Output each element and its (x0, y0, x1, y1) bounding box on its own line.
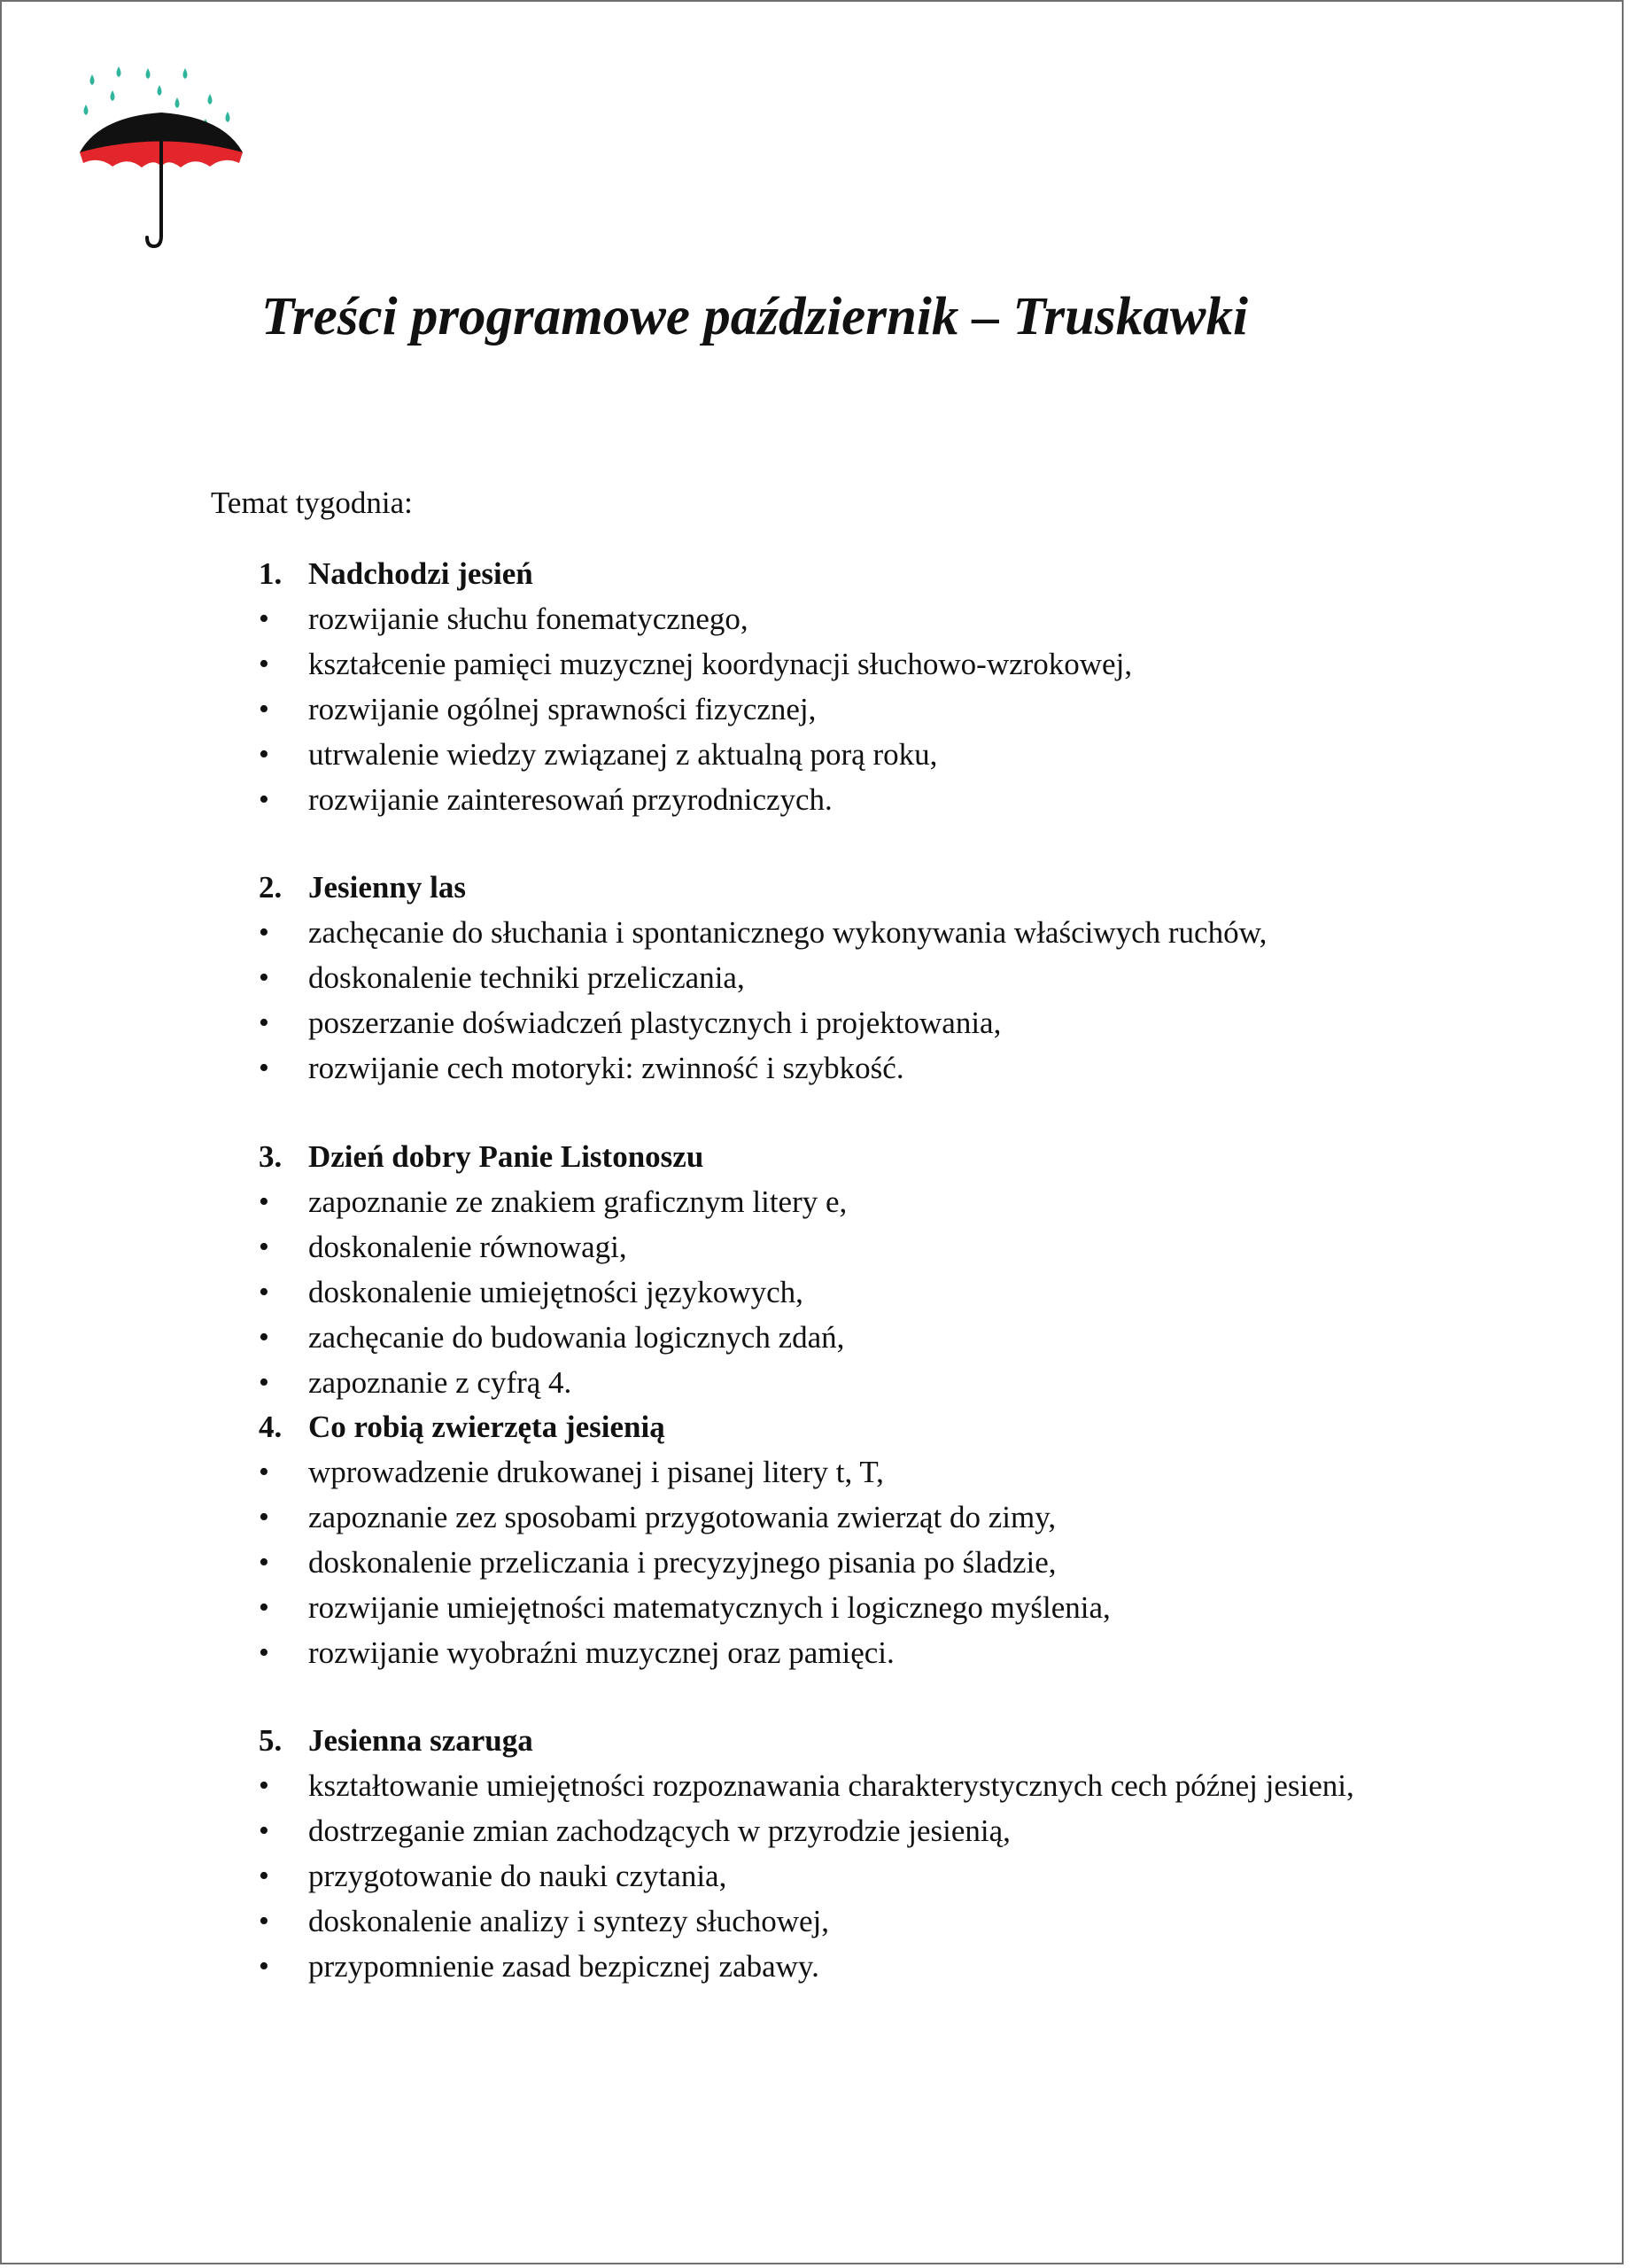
goal-text: dostrzeganie zmian zachodzących w przyrodzie jesienią, (308, 1814, 1011, 1848)
goal-text: doskonalenie techniki przeliczania, (308, 960, 745, 995)
goal-text: doskonalenie analizy i syntezy słuchowej, (308, 1904, 830, 1938)
list-item (259, 1808, 1428, 1853)
week-heading (259, 1404, 1428, 1449)
list-item (259, 1315, 1428, 1360)
week-section-5 (259, 1718, 1428, 1989)
week-section-4 (259, 1404, 1428, 1675)
bullet-icon: • (259, 648, 269, 680)
list-item (259, 910, 1428, 955)
week-section-2 (259, 865, 1428, 1091)
goal-text: rozwijanie słuchu fonematycznego, (308, 602, 748, 636)
list-item (259, 732, 1428, 777)
week-title: Dzień dobry Panie Listonoszu (308, 1139, 704, 1174)
list-item (259, 1360, 1428, 1405)
list-item (259, 641, 1428, 687)
week-title: Nadchodzi jesień (308, 556, 533, 591)
week-section-3 (259, 1134, 1428, 1405)
bullet-icon: • (259, 1769, 269, 1802)
bullet-icon: • (259, 1950, 269, 1983)
bullet-icon: • (259, 602, 269, 635)
week-number: 1. (259, 556, 283, 591)
goal-text: doskonalenie przeliczania i precyzyjnego pisania po śladzie, (308, 1545, 1057, 1580)
goal-text: rozwijanie ogólnej sprawności fizycznej, (308, 692, 817, 726)
goal-text: przygotowanie do nauki czytania, (308, 1859, 727, 1893)
bullet-icon: • (259, 1052, 269, 1084)
list-item (259, 777, 1428, 822)
bullet-icon: • (259, 1905, 269, 1938)
bullet-icon: • (259, 783, 269, 816)
list-item (259, 1179, 1428, 1224)
week-heading (259, 865, 1428, 910)
week-heading (259, 551, 1428, 596)
goal-text: doskonalenie umiejętności językowych, (308, 1275, 803, 1309)
goal-text: rozwijanie zainteresowań przyrodniczych. (308, 782, 833, 817)
week-title: Co robią zwierzęta jesienią (308, 1410, 665, 1444)
goal-text: zapoznanie zez sposobami przygotowania zwierząt do zimy, (308, 1500, 1057, 1534)
goal-text: zachęcanie do słuchania i spontanicznego wykonywania właściwych ruchów, (308, 915, 1268, 950)
week-number: 5. (259, 1723, 283, 1758)
week-number: 3. (259, 1139, 283, 1174)
goal-text: doskonalenie równowagi, (308, 1230, 627, 1264)
bullet-icon: • (259, 1366, 269, 1399)
week-topic-label: Temat tygodnia: (211, 485, 413, 520)
goal-text: zapoznanie z cyfrą 4. (308, 1365, 572, 1400)
bullet-icon: • (259, 961, 269, 994)
week-title: Jesienna szaruga (308, 1723, 533, 1758)
week-heading (259, 1718, 1428, 1763)
goal-text: rozwijanie wyobraźni muzycznej oraz pamięci. (308, 1635, 895, 1670)
bullet-icon: • (259, 1456, 269, 1488)
umbrella-with-raindrops-icon (73, 64, 250, 254)
bullet-icon: • (259, 1814, 269, 1847)
list-item (259, 1763, 1428, 1808)
bullet-icon: • (259, 1321, 269, 1354)
bullet-icon: • (259, 1185, 269, 1218)
list-item (259, 1224, 1428, 1270)
goal-text: rozwijanie cech motoryki: zwinność i szybkość. (308, 1051, 904, 1085)
list-item (259, 596, 1428, 641)
bullet-icon: • (259, 916, 269, 949)
goal-text: zapoznanie ze znakiem graficznym litery e, (308, 1184, 848, 1219)
goal-text: zachęcanie do budowania logicznych zdań, (308, 1320, 845, 1355)
goal-text: rozwijanie umiejętności matematycznych i logicznego myślenia, (308, 1590, 1111, 1625)
list-item (259, 1899, 1428, 1944)
list-item (259, 1540, 1428, 1585)
list-item (259, 687, 1428, 732)
page-title: Treści programowe październik – Truskawki (261, 287, 1248, 346)
bullet-icon: • (259, 1546, 269, 1579)
list-item (259, 1000, 1428, 1045)
bullet-icon: • (259, 1860, 269, 1892)
week-heading (259, 1134, 1428, 1179)
goal-text: kształcenie pamięci muzycznej koordynacji słuchowo-wzrokowej, (308, 647, 1133, 681)
list-item (259, 1449, 1428, 1495)
goal-text: kształtowanie umiejętności rozpoznawania charakterystycznych cech późnej jesieni, (308, 1768, 1354, 1803)
bullet-icon: • (259, 1501, 269, 1534)
list-item (259, 955, 1428, 1000)
list-item (259, 1495, 1428, 1540)
list-item (259, 1944, 1428, 1989)
umbrella-handle (147, 236, 161, 246)
week-title: Jesienny las (308, 870, 466, 905)
list-item (259, 1630, 1428, 1675)
bullet-icon: • (259, 1231, 269, 1263)
bullet-icon: • (259, 1276, 269, 1309)
goal-text: poszerzanie doświadczeń plastycznych i projektowania, (308, 1006, 1002, 1040)
goal-text: przypomnienie zasad bezpicznej zabawy. (308, 1949, 819, 1984)
bullet-icon: • (259, 1591, 269, 1624)
list-item (259, 1853, 1428, 1899)
week-number: 4. (259, 1410, 283, 1444)
week-number: 2. (259, 870, 283, 905)
list-item (259, 1045, 1428, 1091)
bullet-icon: • (259, 693, 269, 726)
goal-text: wprowadzenie drukowanej i pisanej litery t, T, (308, 1455, 884, 1489)
week-section-1 (259, 551, 1428, 822)
list-item (259, 1270, 1428, 1315)
list-item (259, 1585, 1428, 1630)
bullet-icon: • (259, 738, 269, 771)
goal-text: utrwalenie wiedzy związanej z aktualną porą roku, (308, 737, 938, 772)
bullet-icon: • (259, 1636, 269, 1669)
bullet-icon: • (259, 1006, 269, 1039)
